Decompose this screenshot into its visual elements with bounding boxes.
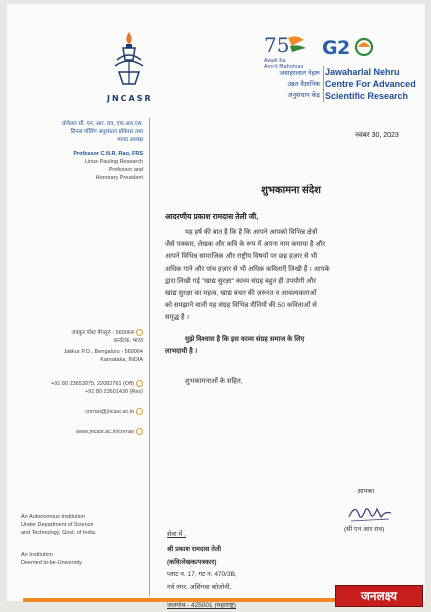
paragraph-line: यह हर्ष की बात है कि है कि आपने आपको विभिन्न क्षेत्रों: [185, 229, 318, 236]
sidebar-designation-line: Linus Pauling Research: [84, 159, 143, 165]
letter-paragraph-1: [165, 227, 419, 325]
paragraph-line: समृद्ध है ।: [165, 314, 190, 322]
signature-image: [345, 499, 395, 525]
institute-english-line: Centre For Advanced: [325, 79, 416, 89]
janlakshya-watermark: जनलक्ष्य: [335, 585, 423, 607]
address-english-line: Karnataka, INDIA: [100, 357, 143, 363]
letter-date: नवंबर 30, 2023: [355, 132, 399, 139]
letter-closing: शुभकामनाओं के सहित,: [185, 378, 243, 385]
recipient-line: प्लाट न. 17, गट न. 470/3B,: [167, 571, 237, 578]
paragraph-line: जैसे पत्रकार, लेखक और कवि के रूप में अपना नाम कमाया है और: [165, 241, 326, 249]
paragraph-line: लाभदायी है ।: [165, 348, 198, 356]
phone-icon: [136, 380, 143, 387]
institute-hindi-line: जवाहरलाल नेहरू: [279, 70, 320, 77]
email-text[interactable]: cnrrao@jncasr.ac.in: [85, 409, 134, 415]
letter-paragraph-2: [165, 334, 419, 358]
footer-line: Deemed to-be-University: [21, 560, 82, 566]
svg-text:Azadi Ka: Azadi Ka: [264, 58, 286, 64]
sidebar-hindi-title: [15, 120, 143, 144]
footer-line: An Autonomous Institution: [21, 514, 85, 520]
svg-text:2: 2: [337, 37, 351, 59]
letter-salutation: आदरणीय प्रकाश रामदास तेली जी,: [165, 212, 259, 221]
svg-text:75: 75: [264, 33, 290, 57]
location-icon: [136, 329, 143, 336]
sidebar-address: [15, 329, 143, 364]
recipient-line: गर्व नगर, अशिंगवा कोलोनी,: [167, 583, 232, 591]
sidebar-designation-line: Honorary President: [95, 175, 143, 181]
website-link[interactable]: www.jncasr.ac.in/cnrrao: [76, 429, 134, 435]
azadi-ka-amrit-mahotsav-logo-icon: [262, 32, 312, 70]
paragraph-line: मुझे विश्वास है कि इस काव्य संग्रह समाज के लिए: [185, 336, 305, 343]
recipient-to-label: [167, 529, 186, 542]
sidebar-phone: [15, 380, 143, 396]
vertical-divider: [149, 118, 150, 596]
svg-text:Amrit Mahotsav: Amrit Mahotsav: [264, 64, 304, 70]
recipient-line: श्री प्रकाश रामदास तेली: [167, 546, 222, 553]
header-separator: [323, 66, 324, 102]
phone-line: +91 80 23653075, 22082761 (Off): [51, 381, 134, 387]
institute-hindi-line: उन्नत वैज्ञानिक: [287, 81, 320, 88]
footer-line: and Technology, Govt. of India.: [21, 530, 97, 536]
address-hindi-line: कर्नाटक, भारत: [113, 338, 143, 344]
email-icon: [136, 408, 143, 415]
g20-logo-icon: [322, 34, 378, 60]
paragraph-line: को समझाने वाली यह संग्रह विभिन्न शैलियों की 50 कविताओं से: [165, 302, 317, 310]
globe-icon: [136, 428, 143, 435]
sidebar-hindi-line: लिनस पॉलिंग अनुसंधान प्रोफेसर तथा: [70, 129, 143, 135]
sidebar-email: [15, 408, 143, 416]
phone-line: +91 80 23601430 (Res): [85, 389, 143, 395]
sidebar-hindi-line: मानद अध्यक्ष: [117, 137, 143, 143]
recipient-address: [167, 544, 237, 594]
paragraph-line: द्वारा लिखी गई "खाद्य सुरक्षा" काव्य संग्रह बहुत ही उपयोगी और: [165, 277, 317, 285]
footer-line: Under Department of Science: [21, 522, 94, 528]
letter-yours: आपका: [357, 488, 375, 495]
sidebar-footer-1: [21, 513, 141, 537]
institute-hindi-line: अनुसंधान केंद्र: [287, 92, 320, 99]
footer-line: An Institution: [21, 552, 53, 558]
paragraph-line: आपने विभिन्न सामाजिक और राष्ट्रीय विषयों पर छह हज़ार से भी: [165, 253, 318, 261]
sidebar-footer-2: [21, 551, 141, 567]
institute-name-hindi: [232, 68, 320, 101]
sidebar-name: Professor C.N.R. Rao, FRS: [73, 151, 143, 157]
to-label: सेवा में ,: [167, 531, 186, 538]
svg-text:G: G: [322, 37, 338, 59]
paragraph-line: अधिक गाने और पांच हज़ार से भी अधिक कविताएँ लिखी हैं । आपके: [165, 265, 330, 273]
address-hindi-line: जक्कूर पोस्ट बेंगलूरु - 560064: [71, 330, 134, 336]
jncasr-logo-text: JNCASR: [107, 94, 153, 103]
sidebar-hindi-line: प्रोफेसर सी. एन. आर. राव, एफ.आर.एस.: [62, 121, 143, 127]
signatory-name: (सी एन आर राव): [344, 526, 385, 533]
letter-title: शुभकामना संदेश: [261, 185, 321, 196]
institute-english-line: Scientific Research: [325, 91, 409, 101]
sidebar-website: [15, 428, 143, 436]
paragraph-line: खाद्य सुरक्षा का महत्व, खाद्य बचत की ज़रूरत व आवश्यकताओं: [165, 290, 317, 298]
recipient-last-line: जलगांव - 425001 (महाराष्ट्र): [167, 602, 236, 609]
recipient-line: (कवि/लेखक/पत्रकार): [167, 558, 217, 566]
address-english-line: Jakkur P.O., Bengaluru - 560064: [63, 349, 143, 355]
sidebar-designation: [15, 150, 143, 182]
letter-page: [7, 4, 425, 601]
jncasr-emblem-icon: [107, 30, 151, 88]
institute-name-english: [325, 66, 425, 102]
institute-english-line: Jawaharlal Nehru: [325, 67, 400, 77]
sidebar-designation-line: Professor and: [108, 167, 143, 173]
